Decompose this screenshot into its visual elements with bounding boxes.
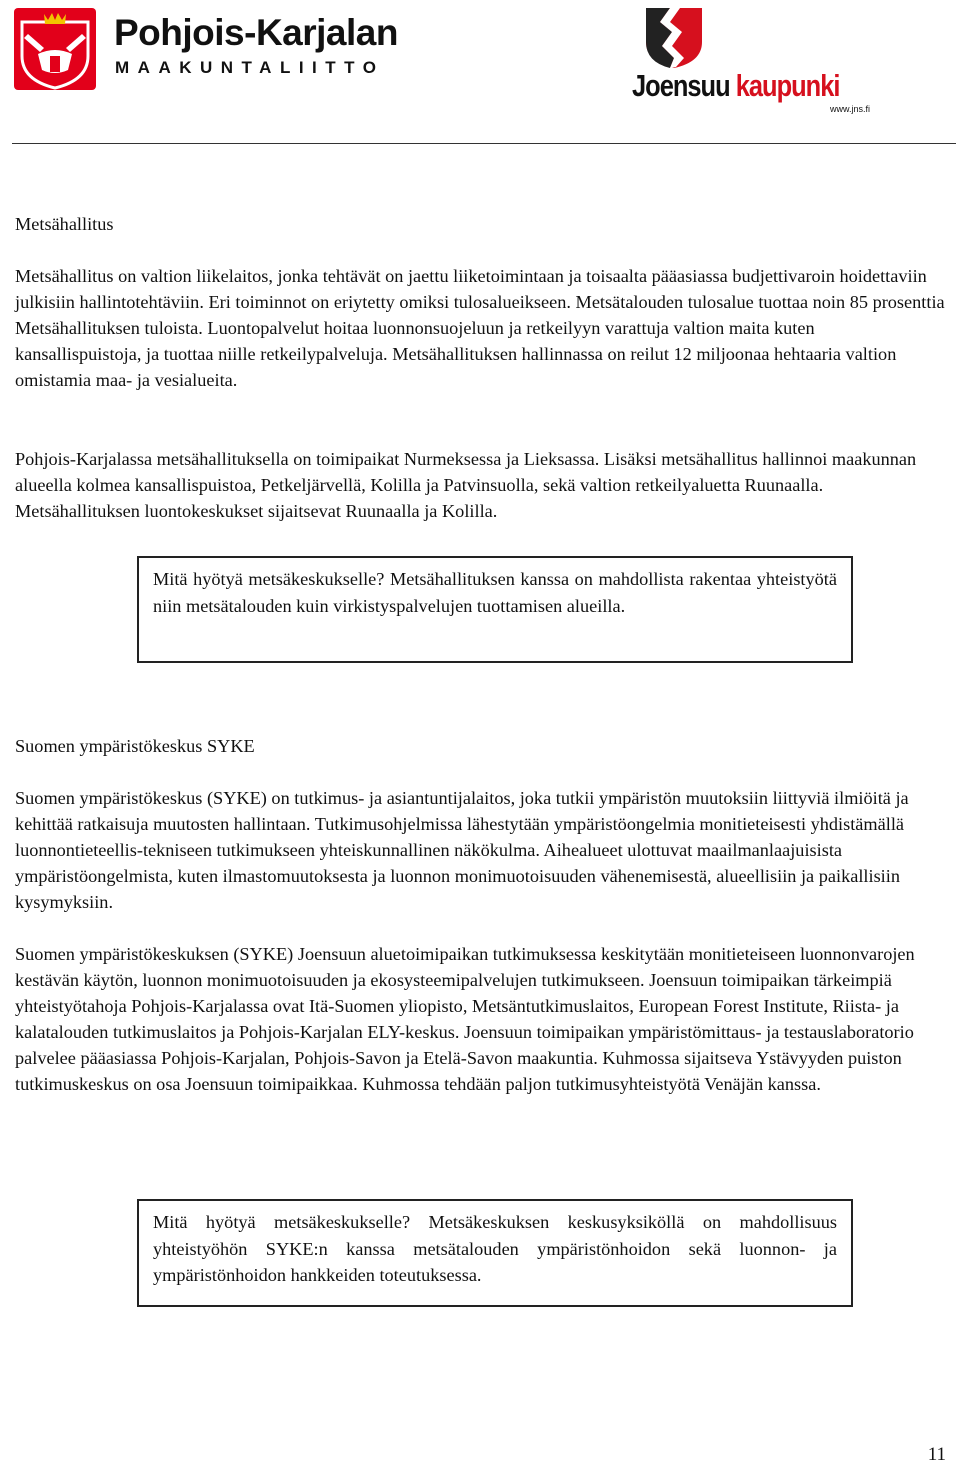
section-heading-syke: Suomen ympäristökeskus SYKE	[15, 736, 255, 756]
callout-text: Mitä hyötyä metsäkeskukselle? Metsäkeskuksen keskusyksiköllä on mahdollisuus yhteistyöhön SYKE:n kanssa metsätalouden ympäristönhoidon sekä luonnon- ja ympäristönhoidon hankkeiden toteutuksessa.	[153, 1212, 837, 1285]
callout-box-metsahallitus	[137, 556, 853, 663]
logo-subtitle: MAAKUNTALIITTO	[115, 58, 385, 77]
regional-coat-of-arms-icon	[14, 8, 96, 90]
header-divider	[12, 143, 956, 144]
city-name-part1: Joensuu	[632, 68, 730, 103]
page-number: 11	[927, 1444, 946, 1465]
paragraph-metsahallitus-intro: Metsähallitus on valtion liikelaitos, jonka tehtävät on jaettu liiketoimintaan ja toisaalta pääasiassa budjettivaroin hoidettaviin julkisiin hallintotehtäviin. Eri toiminnot on eriytetty omiksi tulosalueikseen. Metsätalouden tulosalue tuottaa noin 85 prosenttia Metsähallituksen tuloista. Luontopalvelut hoitaa luonnonsuojeluun ja retkeilyyn varattuja valtion maita kuten kansallispuistoja, ja tuottaa niille retkeilypalveluja. Metsähallituksen hallinnassa on reilut 12 miljoonaa hehtaaria valtion omistamia maa- ja vesialueita.	[15, 266, 945, 390]
paragraph-syke-joensuu: Suomen ympäristökeskuksen (SYKE) Joensuun aluetoimipaikan tutkimuksessa keskitytään monitieteiseen luonnonvarojen kestävän käytön, luonnon monimuotoisuuden ja ekosysteemipalvelujen tutkimukseen. Joensuun toimipaikan tärkeimpiä yhteistyötahoja Pohjois-Karjalassa ovat Itä-Suomen yliopisto, Metsäntutkimuslaitos, European Forest Institute, Riista- ja kalatalouden tutkimuslaitos ja Pohjois-Karjalan ELY-keskus. Joensuun toimipaikan ympäristömittaus- ja testauslaboratorio palvelee pääasiassa Pohjois-Karjalan, Pohjois-Savon ja Etelä-Savon maakuntia. Kuhmossa sijaitseva Ystävyyden puiston tutkimuskeskus on osa Joensuun toimipaikkaa. Kuhmossa tehdään paljon tutkimusyhteistyötä Venäjän kanssa.	[15, 944, 915, 1094]
callout-box-syke	[137, 1199, 853, 1307]
city-url: www.jns.fi	[830, 104, 871, 114]
city-name-part2: kaupunki	[735, 68, 840, 103]
pohjois-karjala-logo	[14, 8, 414, 98]
joensuu-logo	[632, 8, 882, 118]
callout-text: Mitä hyötyä metsäkeskukselle? Metsähallituksen kanssa on mahdollista rakentaa yhteistyötä niin metsätalouden kuin virkistyspalvelujen tuottamisen alueilla.	[153, 569, 837, 616]
paragraph-metsahallitus-karjala: Pohjois-Karjalassa metsähallituksella on toimipaikat Nurmeksessa ja Lieksassa. Lisäksi metsähallitus hallinnoi maakunnan alueella kolmea kansallispuistoa, Petkeljärvellä, Kolilla ja Patvinsuolla, sekä valtion retkeilyaluetta Ruunaalla. Metsähallituksen luontokeskukset sijaitsevat Ruunaalla ja Kolilla.	[15, 449, 917, 521]
section-heading-metsahallitus: Metsähallitus	[15, 214, 114, 234]
city-name	[632, 68, 839, 104]
logo-name: Pohjois-Karjalan	[114, 12, 398, 53]
paragraph-syke-intro: Suomen ympäristökeskus (SYKE) on tutkimus- ja asiantuntijalaitos, joka tutkii ympäristön muutoksiin liittyviä ilmiöitä ja kehittää ratkaisuja muutosten hallintaan. Tutkimusohjelmissa lähestytään ympäristöongelmia monitieteisesti yhdistämällä luonnontieteellis-tekniseen tutkimukseen yhteiskunnallinen näkökulma. Aihealueet ulottuvat maailmanlaajuisista ympäristöongelmista, kuten ilmastomuutoksesta ja luonnon monimuotoisuuden vähenemisestä, alueellisiin ja paikallisiin kysymyksiin.	[15, 788, 909, 912]
city-coat-of-arms-icon	[646, 8, 702, 68]
